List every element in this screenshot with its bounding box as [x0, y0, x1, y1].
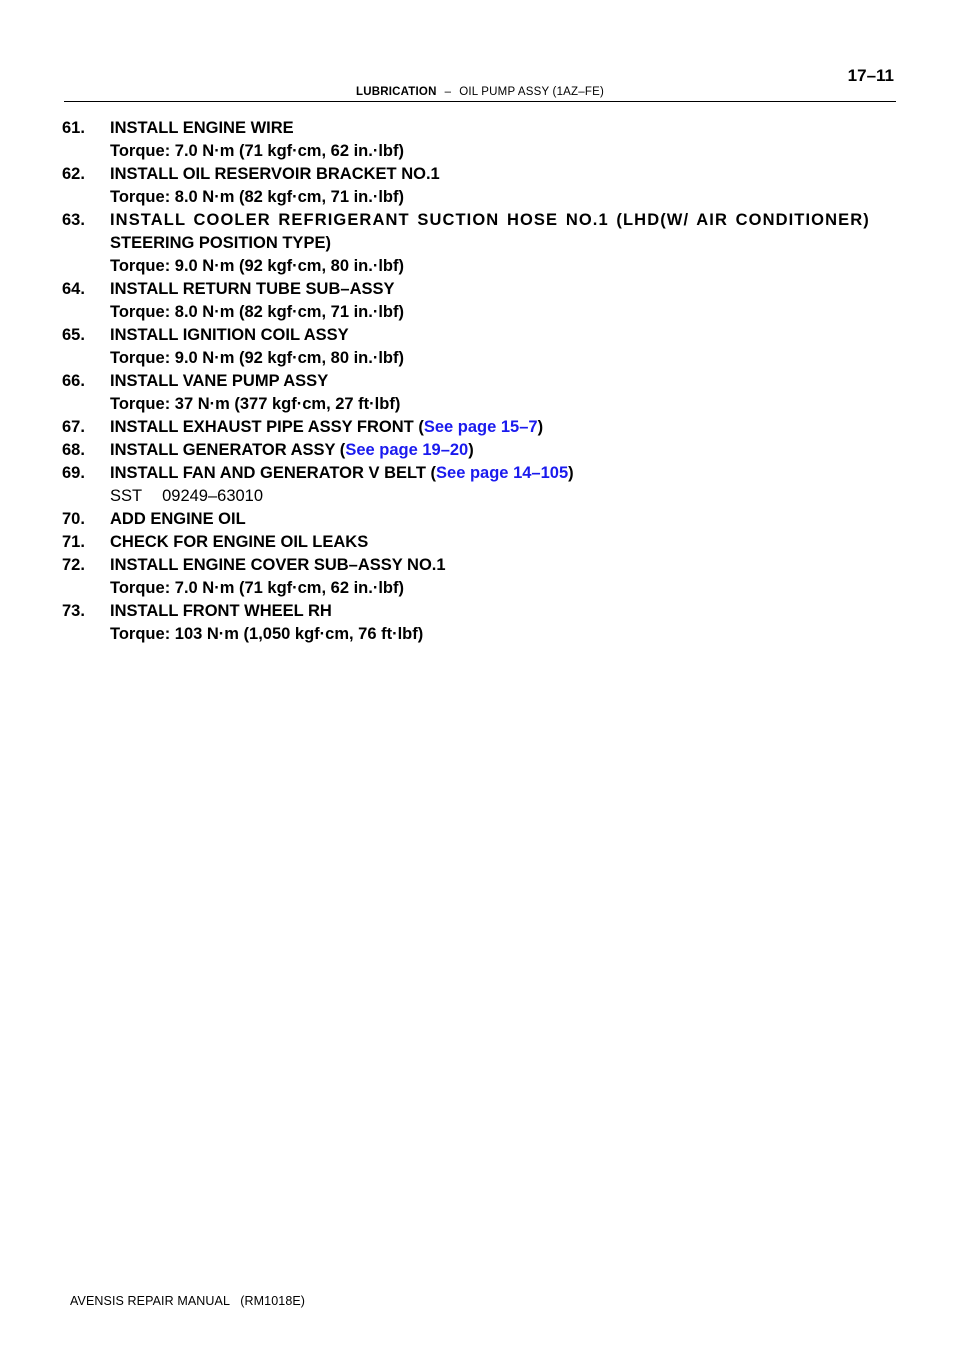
header-topic: OIL PUMP ASSY (1AZ–FE) [459, 86, 604, 98]
step-69 [62, 462, 902, 508]
step-number: 65. [62, 326, 85, 344]
step-title-end: ) [568, 464, 574, 482]
step-number: 73. [62, 602, 85, 620]
step-72 [62, 554, 902, 600]
step-number: 63. [62, 211, 85, 229]
sst-line [62, 485, 902, 508]
step-number: 69. [62, 464, 85, 482]
step-torque: Torque: 37 N·m (377 kgf·cm, 27 ft·lbf) [110, 395, 401, 413]
step-title: INSTALL COOLER REFRIGERANT SUCTION HOSE NO.1 (LHD(W/ AIR CONDITIONER) [110, 211, 870, 229]
step-68 [62, 439, 902, 462]
step-61 [62, 117, 902, 163]
step-torque: Torque: 7.0 N·m (71 kgf·cm, 62 in.·lbf) [110, 579, 404, 597]
step-number: 71. [62, 533, 85, 551]
step-torque: Torque: 9.0 N·m (92 kgf·cm, 80 in.·lbf) [110, 257, 404, 275]
step-title-continued: STEERING POSITION TYPE) [110, 234, 331, 252]
step-torque: Torque: 8.0 N·m (82 kgf·cm, 71 in.·lbf) [110, 188, 404, 206]
step-title-end: ) [537, 418, 544, 436]
page-header [64, 66, 896, 102]
step-title: INSTALL VANE PUMP ASSY [110, 372, 329, 390]
step-number: 61. [62, 119, 85, 137]
step-70 [62, 508, 902, 531]
see-page-link[interactable]: See page 15–7 [423, 418, 538, 436]
header-section: LUBRICATION [356, 86, 437, 98]
sst-label: SST [110, 487, 143, 505]
step-torque: Torque: 7.0 N·m (71 kgf·cm, 62 in.·lbf) [110, 142, 404, 160]
step-number: 66. [62, 372, 85, 390]
step-title: INSTALL GENERATOR ASSY ( [110, 441, 346, 459]
see-page-link[interactable]: See page 14–105 [436, 464, 569, 482]
step-title: INSTALL ENGINE WIRE [110, 119, 294, 137]
page-number: 17–11 [847, 66, 894, 85]
step-73 [62, 600, 902, 646]
step-64 [62, 278, 902, 324]
step-torque: Torque: 9.0 N·m (92 kgf·cm, 80 in.·lbf) [110, 349, 404, 367]
step-number: 64. [62, 280, 85, 298]
step-title: INSTALL RETURN TUBE SUB–ASSY [110, 280, 395, 298]
step-number: 67. [62, 418, 85, 436]
step-title: ADD ENGINE OIL [110, 510, 246, 528]
step-title: INSTALL OIL RESERVOIR BRACKET NO.1 [110, 165, 440, 183]
step-number: 72. [62, 556, 85, 574]
step-number: 68. [62, 441, 85, 459]
step-title-end: ) [468, 441, 474, 459]
step-title: INSTALL ENGINE COVER SUB–ASSY NO.1 [110, 556, 446, 574]
step-63 [62, 209, 902, 278]
header-rule [64, 101, 896, 102]
step-title: INSTALL FRONT WHEEL RH [110, 602, 332, 620]
step-65 [62, 324, 902, 370]
step-title: INSTALL IGNITION COIL ASSY [110, 326, 349, 344]
step-title: INSTALL FAN AND GENERATOR V BELT ( [110, 464, 437, 482]
step-62 [62, 163, 902, 209]
sst-code: 09249–63010 [162, 487, 264, 505]
step-title: CHECK FOR ENGINE OIL LEAKS [110, 533, 369, 551]
step-67 [62, 416, 902, 439]
step-number: 62. [62, 165, 85, 183]
step-title: INSTALL EXHAUST PIPE ASSY FRONT ( [110, 418, 424, 436]
step-71 [62, 531, 902, 554]
step-torque: Torque: 8.0 N·m (82 kgf·cm, 71 in.·lbf) [110, 303, 404, 321]
step-number: 70. [62, 510, 85, 528]
see-page-link[interactable]: See page 19–20 [345, 441, 469, 459]
step-torque: Torque: 103 N·m (1,050 kgf·cm, 76 ft·lbf) [110, 625, 424, 643]
header-title [64, 86, 896, 98]
header-separator: – [444, 86, 452, 98]
step-66 [62, 370, 902, 416]
procedure-steps [62, 117, 902, 646]
manual-footer: AVENSIS REPAIR MANUAL (RM1018E) [70, 1294, 306, 1308]
